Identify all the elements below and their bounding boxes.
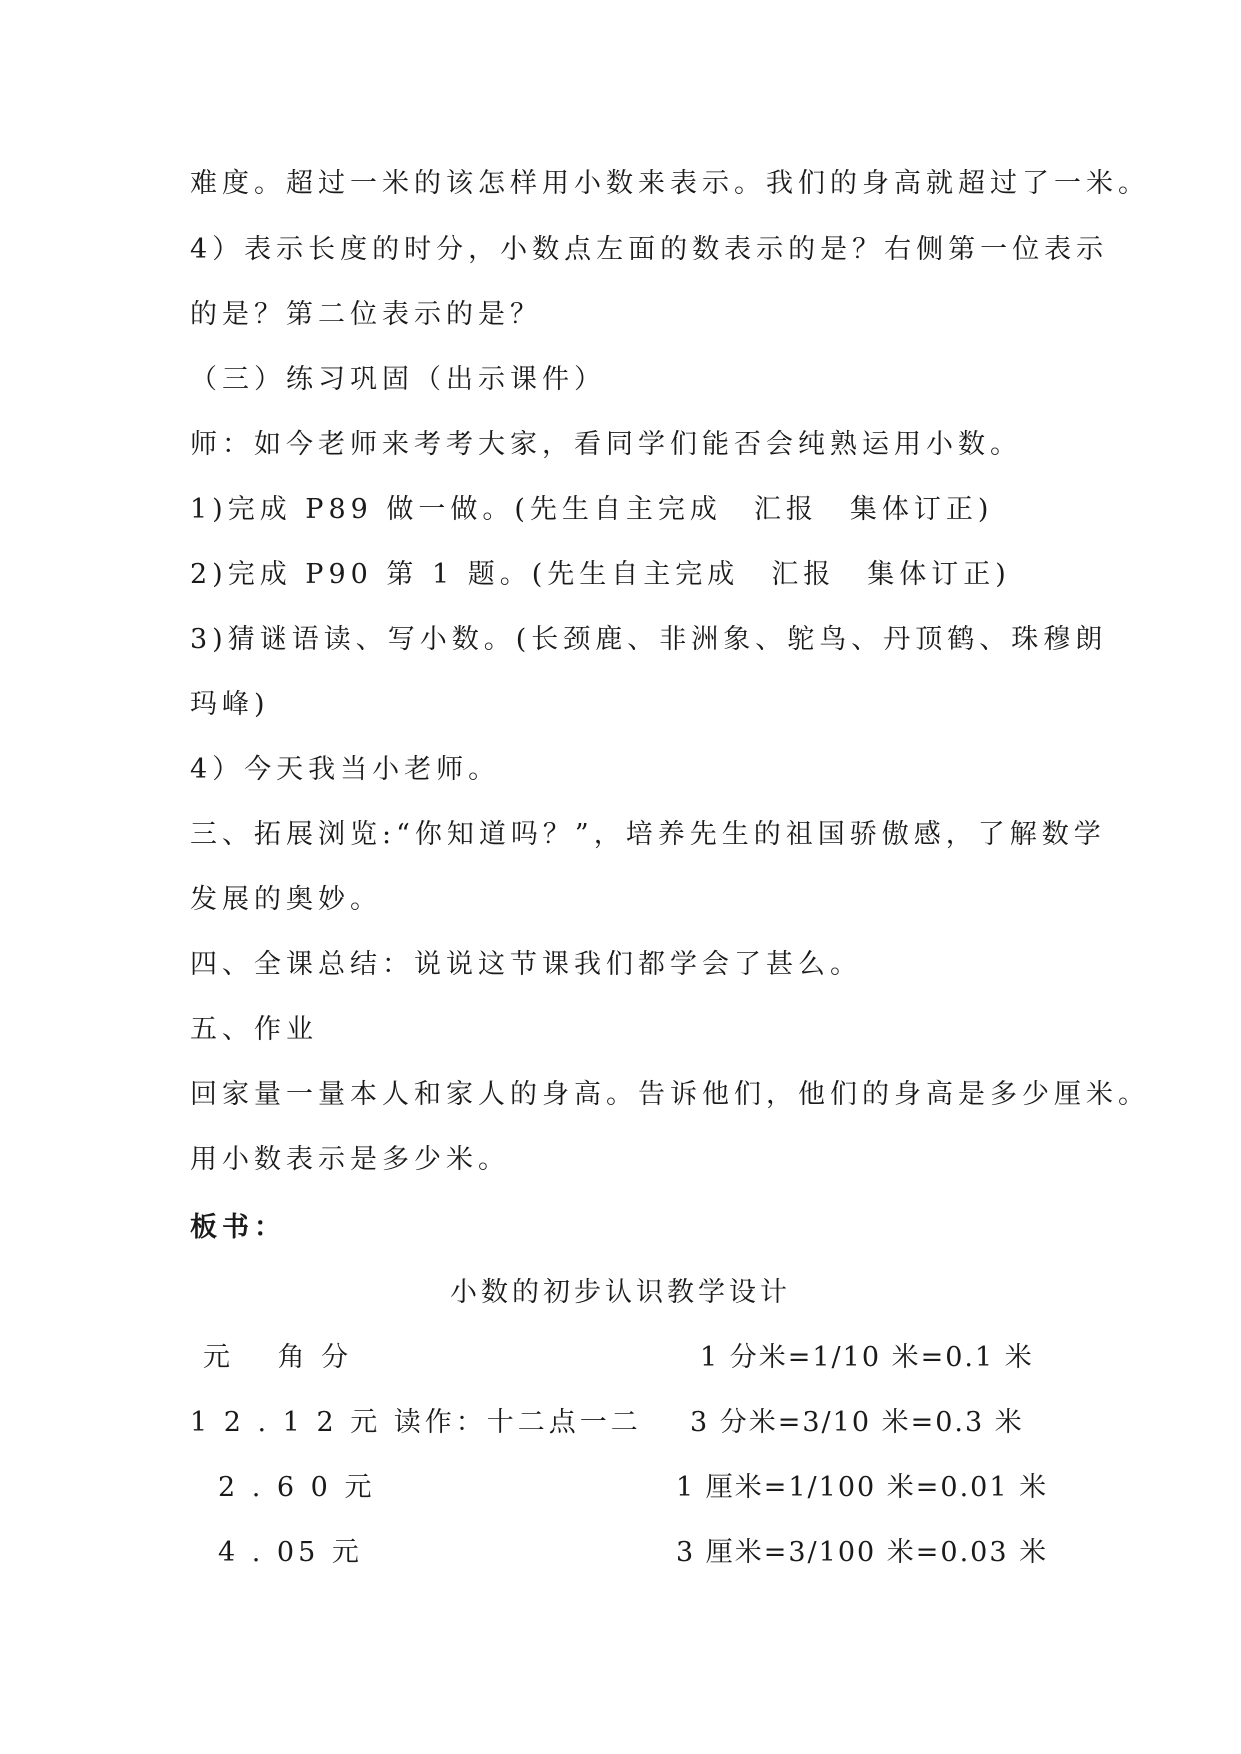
text-line-9: 玛峰) — [190, 689, 270, 720]
text-line-7: 2)完成 P90 第 1 题。(先生自主完成 汇报 集体订正) — [190, 559, 1011, 590]
board-right-row-1: 1 分米=1/10 米=0.1 米 — [700, 1342, 1034, 1373]
text-line-8: 3)猜谜语读、写小数。(长颈鹿、非洲象、鸵鸟、丹顶鹤、珠穆朗 — [190, 624, 1108, 655]
board-left-row-4: 4 . 05 元 — [218, 1537, 363, 1568]
board-left-row-3: 2 . 6 0 元 — [218, 1472, 376, 1503]
text-line-13: 四、全课总结：说说这节课我们都学会了甚么。 — [190, 949, 862, 980]
board-left-row-2: 1 2 . 1 2 元 读作：十二点一二 — [190, 1407, 642, 1438]
text-line-12: 发展的奥妙。 — [190, 884, 382, 915]
text-line-15: 回家量一量本人和家人的身高。告诉他们，他们的身高是多少厘米。 — [190, 1079, 1150, 1110]
board-right-row-2: 3 分米=3/10 米=0.3 米 — [690, 1407, 1024, 1438]
board-right-row-3: 1 厘米=1/100 米=0.01 米 — [676, 1472, 1049, 1503]
text-line-11: 三、拓展浏览:“你知道吗？”，培养先生的祖国骄傲感，了解数学 — [190, 819, 1106, 850]
text-line-10: 4）今天我当小老师。 — [190, 754, 501, 785]
section-heading-practice: （三）练习巩固（出示课件） — [190, 364, 606, 395]
board-left-row-1: 元 角 分 — [203, 1342, 353, 1373]
section-heading-homework: 五、作业 — [190, 1014, 318, 1045]
text-line-1: 难度。超过一米的该怎样用小数来表示。我们的身高就超过了一米。 — [190, 168, 1150, 199]
text-line-5: 师：如今老师来考考大家，看同学们能否会纯熟运用小数。 — [190, 429, 1022, 460]
text-line-3: 的是？第二位表示的是？ — [190, 299, 542, 330]
board-heading: 板书： — [190, 1212, 286, 1243]
board-right-row-4: 3 厘米=3/100 米=0.03 米 — [676, 1537, 1049, 1568]
text-line-6: 1)完成 P89 做一做。(先生自主完成 汇报 集体订正) — [190, 494, 994, 525]
text-line-2: 4）表示长度的时分，小数点左面的数表示的是？右侧第一位表示 — [190, 234, 1109, 265]
text-line-16: 用小数表示是多少米。 — [190, 1144, 510, 1175]
board-title: 小数的初步认识教学设计 — [450, 1277, 791, 1308]
